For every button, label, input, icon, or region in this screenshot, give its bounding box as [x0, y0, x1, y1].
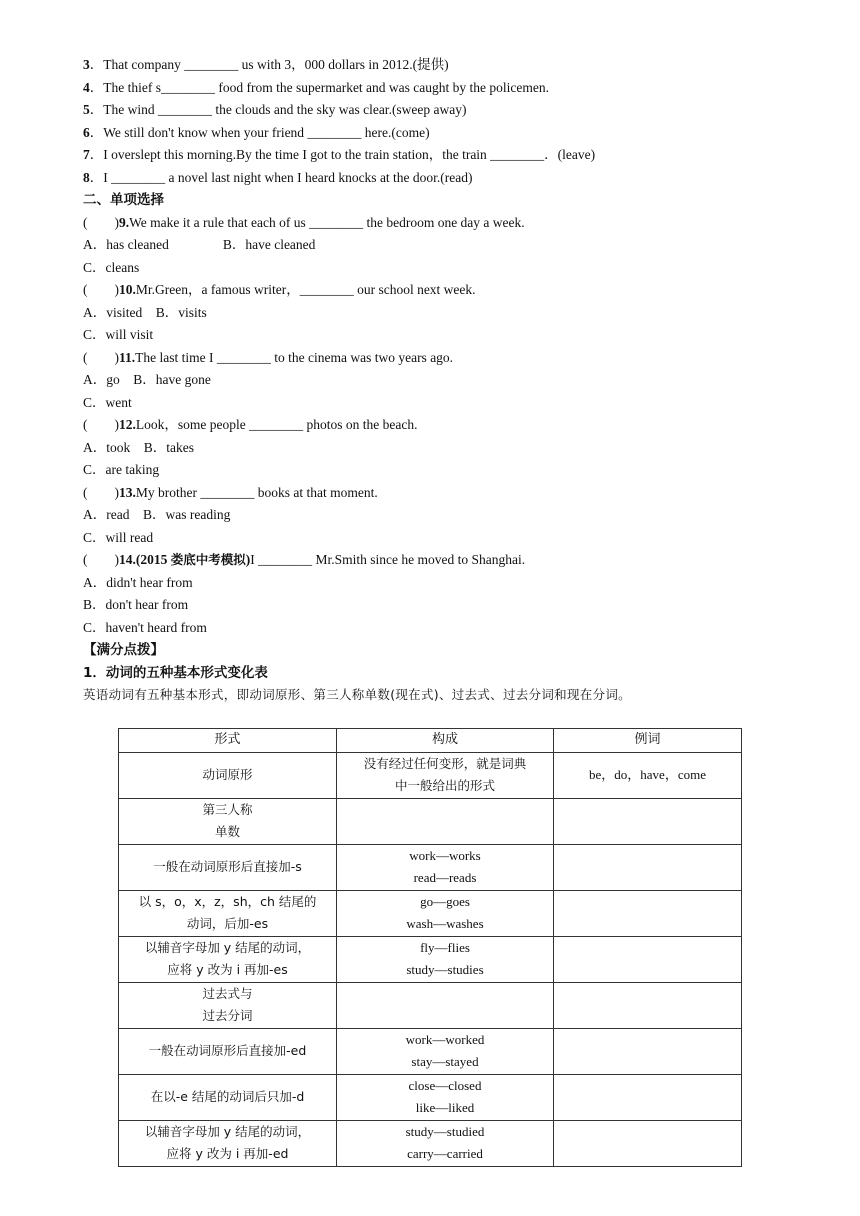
- table-cell: [554, 1074, 742, 1120]
- question-number: 9.: [119, 214, 130, 230]
- question-number: 10.: [119, 282, 136, 297]
- question-number: 13.: [119, 484, 136, 500]
- cell-line: 单数: [214, 824, 240, 839]
- cell-line: 动词原形: [202, 766, 253, 782]
- cell-line: work—worked: [405, 1031, 485, 1047]
- table-row: [119, 844, 742, 890]
- fill-item: [83, 122, 783, 145]
- answer-paren[interactable]: ( ): [83, 417, 119, 432]
- question-text: Look，some people ________ photos on the beach.: [135, 417, 418, 432]
- cell-line: be，do，have，come: [589, 766, 706, 782]
- item-number: 7: [83, 147, 90, 162]
- table-cell: [119, 752, 337, 798]
- answer-paren[interactable]: ( ): [83, 282, 119, 297]
- cell-line: 没有经过任何变形，就是词典: [363, 755, 527, 771]
- cell-line: 动词，后加-es: [186, 916, 269, 931]
- cell-line: 以 s，o，x，z，sh，ch 结尾的: [138, 893, 317, 909]
- table-cell: [337, 936, 554, 982]
- fill-item: [83, 77, 783, 100]
- tips-sub-number: 1: [83, 664, 93, 681]
- options-ab[interactable]: A．visited B．visits: [83, 304, 207, 320]
- table-row: [119, 752, 742, 798]
- options-ab[interactable]: A．go B．have gone: [83, 372, 211, 387]
- table-row: [119, 1074, 742, 1120]
- table-cell: [119, 1120, 337, 1166]
- table-cell: [119, 1074, 337, 1120]
- cell-line: 过去式与: [202, 985, 253, 1001]
- item-text: ．We still don't know when your friend ________ here.(come): [89, 124, 430, 140]
- table-cell: [554, 798, 742, 844]
- table-cell: [554, 752, 742, 798]
- item-text: ．I ________ a novel last night when I heard knocks at the door.(read): [89, 169, 473, 185]
- intro-paragraph: 英语动词有五种基本形式，即动词原形、第三人称单数(现在式)、过去式、过去分词和现在分词。: [83, 687, 631, 702]
- options-ab[interactable]: A．has cleaned B．have cleaned: [83, 237, 316, 252]
- cell-line: like—liked: [415, 1100, 475, 1115]
- table-cell: [554, 982, 742, 1028]
- header-examples: 例词: [554, 729, 742, 753]
- cell-line: read—reads: [413, 870, 477, 885]
- cell-line: 中一般给出的形式: [394, 778, 495, 793]
- item-text: ．I overslept this morning.By the time I got to the train station，the train ________．(leave): [89, 147, 596, 162]
- table-cell: [337, 752, 554, 798]
- table-cell: [337, 1074, 554, 1120]
- cell-line: 第三人称: [202, 801, 253, 817]
- options-ab[interactable]: A．took B．takes: [83, 439, 194, 455]
- question-14: [83, 549, 783, 572]
- cell-line: 应将 y 改为 i 再加-ed: [166, 1146, 289, 1161]
- cell-line: stay—stayed: [411, 1054, 479, 1069]
- question-text: My brother ________ books at that moment.: [135, 484, 378, 500]
- table-cell: [119, 936, 337, 982]
- cell-line: 以辅音字母加 y 结尾的动词，: [144, 939, 311, 955]
- verb-forms-table: [118, 728, 742, 1167]
- cell-line: 应将 y 改为 i 再加-es: [167, 962, 288, 977]
- option-b[interactable]: B．don't hear from: [83, 597, 189, 612]
- option-c[interactable]: C．are taking: [83, 462, 160, 477]
- table-cell: [554, 1120, 742, 1166]
- table-row: [119, 1120, 742, 1166]
- option-a[interactable]: A．didn't hear from: [83, 574, 193, 590]
- fill-item: [83, 167, 783, 190]
- item-text: ．The wind ________ the clouds and the sky was clear.(sweep away): [89, 102, 467, 117]
- answer-paren[interactable]: ( ): [83, 484, 119, 500]
- table-cell: [337, 1120, 554, 1166]
- table-cell: [119, 982, 337, 1028]
- multiple-choice-list: [83, 212, 783, 550]
- table-cell: [337, 798, 554, 844]
- table-cell: [554, 936, 742, 982]
- tips-subtitle: [83, 662, 783, 685]
- table-row: [119, 798, 742, 844]
- question-number-suffix: ): [245, 552, 251, 567]
- cell-line: go—goes: [420, 893, 470, 909]
- fill-item: [83, 144, 783, 167]
- table-cell: [119, 1028, 337, 1074]
- item-number: 8: [83, 169, 90, 185]
- cell-line: carry—carried: [407, 1146, 483, 1161]
- question-text: I ________ Mr.Smith since he moved to Shanghai.: [250, 552, 526, 567]
- cell-line: wash—washes: [406, 916, 484, 931]
- table-row: [119, 1028, 742, 1074]
- cell-line: 一般在动词原形后直接加-ed: [148, 1042, 307, 1058]
- cell-line: 过去分词: [202, 1008, 253, 1023]
- table-cell: [337, 890, 554, 936]
- table-cell: [119, 844, 337, 890]
- tips-title: 【满分点拨】: [83, 642, 164, 658]
- item-text: ．The thief s________ food from the supermarket and was caught by the policemen.: [89, 79, 550, 95]
- question: [83, 212, 783, 235]
- table-cell: [119, 890, 337, 936]
- fill-item: [83, 54, 783, 77]
- table-cell: [337, 1028, 554, 1074]
- table-cell: [337, 982, 554, 1028]
- item-text: ．That company ________ us with 3，000 dollars in 2012.(提供): [89, 57, 449, 72]
- question-text: The last time I ________ to the cinema was two years ago.: [135, 349, 454, 365]
- question-text: We make it a rule that each of us ________ the bedroom one day a week.: [129, 214, 525, 230]
- question-number: 14.(2015: [119, 552, 171, 567]
- question: [83, 414, 783, 437]
- item-number: 3: [83, 57, 90, 72]
- question-text: Mr.Green，a famous writer，________ our school next week.: [135, 282, 476, 297]
- worksheet: [83, 54, 783, 707]
- answer-paren[interactable]: ( ): [83, 349, 119, 365]
- question-number: 12.: [119, 417, 136, 432]
- table-cell: [554, 844, 742, 890]
- table-row: [119, 890, 742, 936]
- table-header-row: [119, 729, 742, 753]
- question: [83, 482, 783, 505]
- question: [83, 279, 783, 302]
- cell-line: close—closed: [408, 1077, 482, 1093]
- table-cell: [337, 844, 554, 890]
- answer-paren[interactable]: ( ): [83, 214, 119, 230]
- table-cell: [554, 1028, 742, 1074]
- table-cell: [554, 890, 742, 936]
- question-number: 11.: [119, 349, 136, 365]
- option-c[interactable]: C．went: [83, 394, 132, 410]
- item-number: 5: [83, 102, 90, 117]
- table-row: [119, 982, 742, 1028]
- option-c[interactable]: C．haven't heard from: [83, 619, 207, 635]
- item-number: 6: [83, 124, 90, 140]
- cell-line: study—studied: [405, 1123, 485, 1139]
- table-cell: [119, 798, 337, 844]
- cell-line: 一般在动词原形后直接加-s: [153, 858, 302, 874]
- fill-in-list: [83, 54, 783, 189]
- option-c[interactable]: C．cleans: [83, 259, 140, 275]
- cell-line: work—works: [409, 847, 481, 863]
- question: [83, 347, 783, 370]
- options-ab[interactable]: A．read B．was reading: [83, 507, 231, 522]
- cell-line: fly—flies: [420, 939, 470, 955]
- tips-sub-text: ．动词的五种基本形式变化表: [92, 664, 268, 681]
- header-construction: 构成: [337, 729, 554, 753]
- question-source: 娄底中考模拟: [170, 552, 246, 567]
- option-c[interactable]: C．will visit: [83, 327, 154, 342]
- cell-line: 在以-e 结尾的动词后只加-d: [150, 1088, 305, 1104]
- fill-item: [83, 99, 783, 122]
- option-c[interactable]: C．will read: [83, 529, 154, 545]
- cell-line: study—studies: [406, 962, 484, 977]
- header-form: 形式: [119, 729, 337, 753]
- cell-line: 以辅音字母加 y 结尾的动词，: [144, 1123, 311, 1139]
- item-number: 4: [83, 79, 90, 95]
- answer-paren[interactable]: ( ): [83, 552, 119, 567]
- table-row: [119, 936, 742, 982]
- section-2-title: 二、单项选择: [83, 192, 164, 208]
